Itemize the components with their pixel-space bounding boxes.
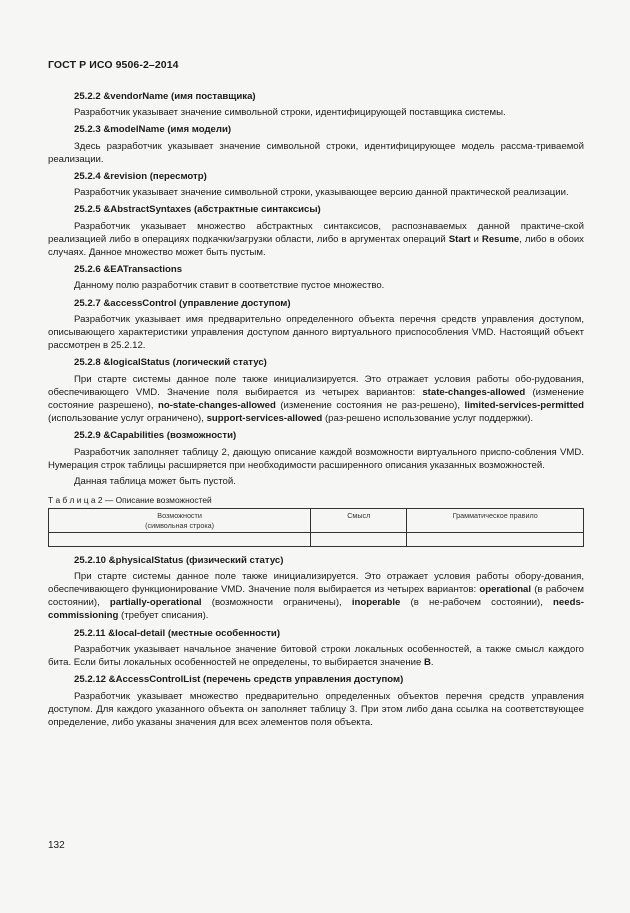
- section-heading: 25.2.7 &accessControl (управление доступом): [74, 297, 291, 309]
- table-header-row: [49, 509, 584, 532]
- table-header-cell: Грамматическое правило: [407, 509, 584, 532]
- text-run: При старте системы данное поле также инициализируется. Это отражает условия работы обо-рудования, обеспечивающего VMD. Значение поля выбирается из четырех вариантов:: [48, 373, 584, 398]
- paragraph: [48, 106, 584, 119]
- text-run: (в не-рабочем состоянии),: [400, 597, 554, 609]
- bold-term: state-changes-allowed: [422, 386, 526, 398]
- bold-term: limited-services-permitted: [464, 400, 584, 412]
- table-header-cell: Смысл: [311, 509, 407, 532]
- bold-term: no-state-changes-allowed: [158, 400, 276, 412]
- paragraph: [48, 186, 584, 199]
- text-run: (использование услуг ограничено),: [48, 413, 207, 425]
- text-run: Здесь разработчик указывает значение символьной строки, идентифицирующее модель рассма-триваемой реализации.: [48, 140, 584, 165]
- text-run: (изменение состояния не раз-решено),: [275, 400, 465, 412]
- section-heading: 25.2.8 &logicalStatus (логический статус): [74, 357, 267, 369]
- paragraph: [48, 690, 584, 730]
- text-run: Разработчик указывает множество абстрактных синтаксисов, распознаваемых данной практиче-ской реализацией либо в операциях подкачки/загрузки области, либо в аргументах операций: [48, 220, 584, 245]
- text-run: Разработчик заполняет таблицу 2, дающую описание каждой возможности виртуального приспо-собления VMD. Нумерация строк таблицы расширяется при необходимости расширенного описания указанных возможностей.: [48, 446, 584, 471]
- section-heading: 25.2.2 &vendorName (имя поставщика): [74, 91, 256, 102]
- bold-term: Resume: [481, 233, 520, 245]
- text-run: , либо в обоих случаях. Данное множество может быть пустым.: [48, 233, 584, 259]
- running-header: ГОСТ Р ИСО 9506-2–2014: [48, 59, 179, 71]
- table-caption: Т а б л и ц а 2 — Описание возможностей: [48, 495, 212, 506]
- text-run: Разработчик указывает множество предварительно определенных объектов перечня средств управления доступом. Для каждого указанного объекта он заполняет таблицу 3. При этом либо дана ссылка на соответствующее определение, либо указаны значения для всех элементов поля объекта.: [48, 690, 584, 728]
- text-run: (возможности ограничены),: [201, 597, 352, 609]
- section-heading: 25.2.10 &physicalStatus (физический статус): [74, 554, 284, 566]
- capabilities-table: [48, 508, 584, 546]
- text-run: Разработчик указывает значение символьной строки, идентифицирующей поставщика системы.: [74, 107, 506, 119]
- table-cell: [49, 532, 311, 546]
- section-heading: 25.2.3 &modelName (имя модели): [74, 124, 232, 136]
- section-heading: 25.2.11 &local-detail (местные особенности): [74, 627, 281, 639]
- paragraph: [48, 570, 584, 623]
- section-heading: 25.2.5 &AbstractSyntaxes (абстрактные синтаксисы): [74, 204, 321, 216]
- paragraph: [48, 475, 584, 488]
- paragraph: [48, 643, 584, 669]
- section-heading: 25.2.9 &Capabilities (возможности): [74, 430, 237, 442]
- text-run: и: [470, 233, 482, 245]
- bold-term: support-services-allowed: [206, 413, 323, 425]
- table-cell: [311, 532, 407, 546]
- table-cell: [407, 532, 584, 546]
- paragraph: [48, 446, 584, 472]
- text-run: Данная таблица может быть пустой.: [74, 476, 236, 488]
- text-run: Разработчик указывает значение символьной строки, указывающее версию данной практической реализации.: [74, 187, 569, 199]
- paragraph: [48, 373, 584, 426]
- bold-term: operational: [479, 584, 532, 596]
- bold-term: Start: [448, 233, 471, 245]
- section-heading: 25.2.4 &revision (пересмотр): [74, 171, 207, 183]
- text-run: При старте системы данное поле также инициализируется. Это отражает условия работы обору-дования, обеспечивающего функционирование VMD. Значение поля выбирается из четырех вариантов:: [48, 570, 584, 596]
- section-heading: 25.2.6 &EATransactions: [74, 264, 183, 276]
- paragraph: [48, 220, 584, 260]
- paragraph: [48, 313, 584, 353]
- table-header-cell: Возможности (символьная строка): [49, 509, 311, 532]
- text-run: (требует списания).: [118, 610, 209, 622]
- paragraph: [48, 140, 584, 166]
- document-body: [48, 86, 584, 732]
- text-run: .: [430, 657, 434, 669]
- section-heading: 25.2.12 &AccessControlList (перечень средств управления доступом): [74, 674, 404, 686]
- text-run: (изменение состояние разрешено),: [48, 386, 584, 412]
- text-run: Данному полю разработчик ставит в соответствие пустое множество.: [74, 280, 385, 292]
- bold-term: inoperable: [351, 597, 401, 609]
- bold-term: needs-commissioning: [48, 597, 584, 622]
- text-run: Разработчик указывает начальное значение битовой строки локальных особенностей, а также смысл каждого бита. Если биты локальных особенностей не определены, то выбирается значение: [48, 643, 584, 669]
- text-run: (раз-решено использование услуг поддержки).: [322, 413, 534, 425]
- table-row: [49, 532, 584, 546]
- text-run: (в рабочем состоянии),: [48, 584, 585, 609]
- bold-term: B: [423, 657, 431, 669]
- page-number: 132: [48, 840, 65, 851]
- bold-term: partially-operational: [109, 597, 202, 609]
- paragraph: [48, 279, 584, 292]
- text-run: Разработчик указывает имя предварительно определенного объекта перечня средств управления доступом, описывающего характеристики управления доступом данного виртуального приспособления VMD. Настоящий объект рассмотрен в 25.2.12.: [48, 313, 584, 352]
